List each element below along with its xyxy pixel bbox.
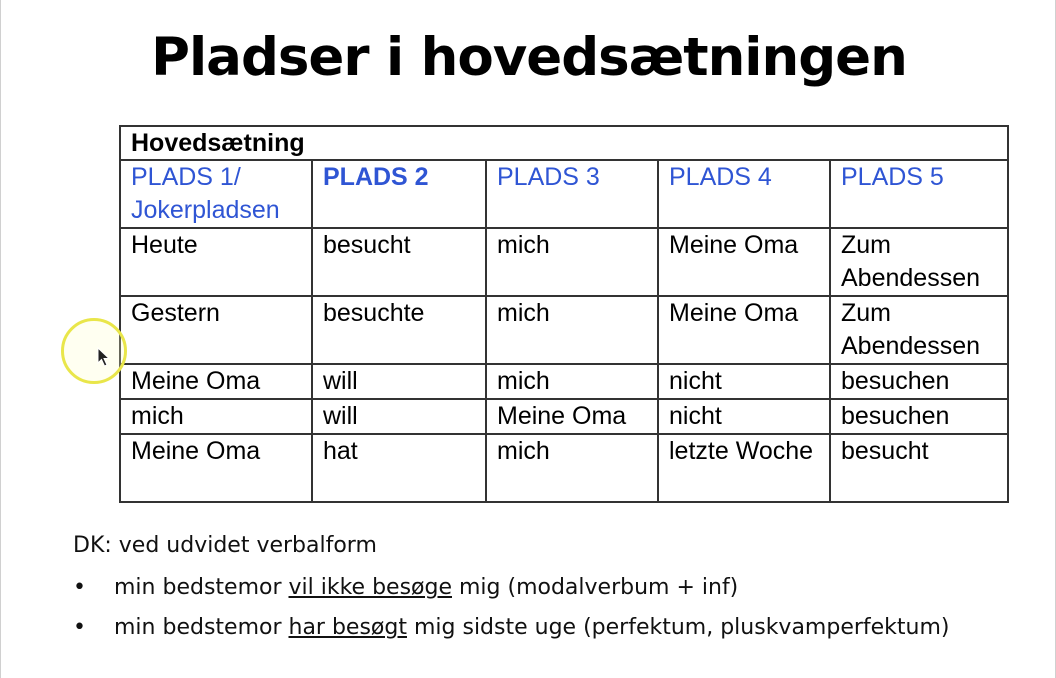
- cell-plads-2: hat: [312, 434, 486, 502]
- cell-plads-4: Meine Oma: [658, 228, 830, 296]
- mouse-pointer-icon: [97, 347, 111, 367]
- bullet-icon: •: [73, 615, 86, 640]
- header-plads-5: PLADS 5: [830, 160, 1008, 228]
- cell-plads-3: mich: [486, 296, 658, 364]
- cell-plads-4: nicht: [658, 399, 830, 434]
- cell-plads-2: besucht: [312, 228, 486, 296]
- cell-plads-4: letzte Woche: [658, 434, 830, 502]
- cell-plads-3: mich: [486, 228, 658, 296]
- table-caption: Hovedsætning: [120, 126, 1008, 160]
- cell-plads-2: will: [312, 399, 486, 434]
- cell-plads-2: besuchte: [312, 296, 486, 364]
- table-row: [120, 364, 1008, 399]
- table-header-row: [120, 160, 1008, 228]
- note-bullet-modal: [73, 571, 973, 605]
- note-underlined-verb: har besøgt: [288, 615, 407, 640]
- cell-plads-5: besuchen: [830, 399, 1008, 434]
- table-row: [120, 228, 1008, 296]
- cell-plads-1: Heute: [120, 228, 312, 296]
- header-plads-4: PLADS 4: [658, 160, 830, 228]
- notes-heading: DK: ved udvidet verbalform: [73, 533, 377, 558]
- cell-plads-5: besuchen: [830, 364, 1008, 399]
- cell-plads-2: will: [312, 364, 486, 399]
- cell-plads-1: Meine Oma: [120, 434, 312, 502]
- cell-plads-1: Meine Oma: [120, 364, 312, 399]
- note-text-pre: min bedstemor: [114, 575, 289, 600]
- note-text-post: mig (modalverbum + inf): [452, 575, 739, 600]
- table-caption-row: [120, 126, 1008, 160]
- table-row: [120, 434, 1008, 502]
- cell-plads-3: Meine Oma: [486, 399, 658, 434]
- header-plads-3: PLADS 3: [486, 160, 658, 228]
- cell-plads-4: nicht: [658, 364, 830, 399]
- cell-plads-4: Meine Oma: [658, 296, 830, 364]
- cell-plads-3: mich: [486, 364, 658, 399]
- word-order-table: [119, 125, 1009, 503]
- notes-section: [73, 529, 973, 651]
- note-text-pre: min bedstemor: [114, 615, 289, 640]
- cell-plads-1: Gestern: [120, 296, 312, 364]
- cell-plads-3: mich: [486, 434, 658, 502]
- header-plads-1: PLADS 1/ Jokerpladsen: [120, 160, 312, 228]
- table-row: [120, 399, 1008, 434]
- cell-plads-1: mich: [120, 399, 312, 434]
- slide-title: Pladser i hovedsætningen: [151, 27, 907, 88]
- bullet-icon: •: [73, 575, 86, 600]
- cell-plads-5: Zum Abendessen: [830, 228, 1008, 296]
- note-underlined-verb: vil ikke besøge: [288, 575, 452, 600]
- table-row: [120, 296, 1008, 364]
- note-bullet-perfect: [73, 611, 973, 645]
- cursor-highlight-ring-icon: [61, 318, 127, 384]
- cell-plads-5: Zum Abendessen: [830, 296, 1008, 364]
- note-text-post: mig sidste uge (perfektum, pluskvamperfektum): [406, 615, 950, 640]
- header-plads-2: PLADS 2: [312, 160, 486, 228]
- cell-plads-5: besucht: [830, 434, 1008, 502]
